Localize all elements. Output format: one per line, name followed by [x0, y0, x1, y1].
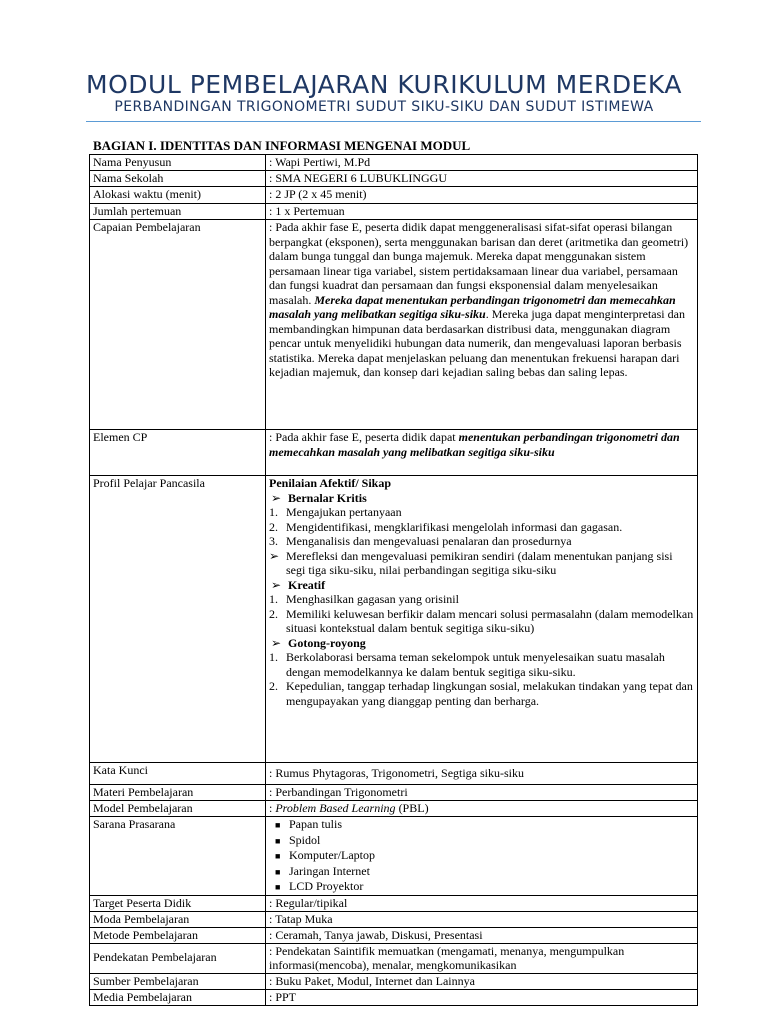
table-row	[90, 927, 698, 943]
list-item: ■ Papan tulis	[275, 817, 342, 831]
elemen-text-emphasis: menentukan perbandingan trigonometri dan memecahkan masalah yang melibatkan segitiga siku-siku	[269, 430, 680, 459]
table-row	[90, 763, 698, 785]
table-row	[90, 785, 698, 801]
group-title: ➢ Kreatif	[271, 577, 326, 592]
row-label: Nama Sekolah	[90, 171, 266, 187]
table-row	[90, 943, 698, 973]
row-value: : PPT	[266, 989, 698, 1005]
row-value: : 1 x Pertemuan	[266, 204, 698, 220]
row-value: : 2 JP (2 x 45 menit)	[266, 187, 698, 204]
row-label: Target Peserta Didik	[90, 895, 266, 911]
row-value	[266, 817, 698, 896]
row-value: : SMA NEGERI 6 LUBUKLINGGU	[266, 171, 698, 187]
row-label: Alokasi waktu (menit)	[90, 187, 266, 204]
square-bullet-icon: ■	[275, 820, 281, 830]
row-value: : Pendekatan Saintifik memuatkan (mengamati, menanya, mengumpulkan informasi(mencoba), menalar, mengkomunikasikan	[266, 943, 698, 973]
table-row	[90, 155, 698, 171]
table-row	[90, 801, 698, 817]
model-name-italic: Problem Based Learning	[275, 801, 396, 815]
row-label: Capaian Pembelajaran	[90, 220, 266, 430]
row-label: Materi Pembelajaran	[90, 785, 266, 801]
arrow-icon: ➢	[271, 490, 282, 505]
table-row	[90, 187, 698, 204]
row-label: Nama Penyusun	[90, 155, 266, 171]
group-title: ➢ Gotong-royong	[271, 635, 366, 650]
elemen-text-part1: : Pada akhir fase E, peserta didik dapat	[269, 430, 456, 444]
profile-heading: Penilaian Afektif/ Sikap	[269, 476, 392, 490]
table-row	[90, 989, 698, 1005]
row-value	[266, 430, 698, 476]
identity-table	[89, 154, 698, 1006]
row-label: Kata Kunci	[90, 763, 266, 785]
row-value: : Problem Based Learning (PBL)	[266, 801, 698, 817]
table-row	[90, 220, 698, 430]
list-item: 3. Menganalisis dan mengevaluasi penalaran dan prosedurnya	[269, 534, 572, 548]
list-item: ➢ Merefleksi dan mengevaluasi pemikiran sendiri (dalam menentukan panjang sisi segi tiga siku-siku, nilai perbandingan segitiga siku-siku	[269, 548, 673, 577]
row-label: Moda Pembelajaran	[90, 911, 266, 927]
row-label: Sarana Prasarana	[90, 817, 266, 896]
row-value: : Perbandingan Trigonometri	[266, 785, 698, 801]
list-item: ■ Komputer/Laptop	[275, 848, 375, 862]
list-item: ■ Jaringan Internet	[275, 863, 370, 878]
row-value: : Wapi Pertiwi, M.Pd	[266, 155, 698, 171]
table-row	[90, 911, 698, 927]
list-item: 1. Berkolaborasi bersama teman sekelompok untuk menyelesaikan suatu masalah dengan memodelkannya ke dalam bentuk segitiga siku-siku.	[269, 650, 665, 679]
row-label: Jumlah pertemuan	[90, 204, 266, 220]
list-item: 1. Mengajukan pertanyaan	[269, 505, 402, 519]
module-subtitle: PERBANDINGAN TRIGONOMETRI SUDUT SIKU-SIKU DAN SUDUT ISTIMEWA	[114, 99, 654, 115]
row-label: Model Pembelajaran	[90, 801, 266, 817]
list-item: 2. Kepedulian, tanggap terhadap lingkungan sosial, melakukan tindakan yang tepat dan mengupayakan yang dianggap penting dan berharga.	[269, 679, 693, 708]
row-label: Media Pembelajaran	[90, 989, 266, 1005]
header-divider	[86, 121, 701, 122]
square-bullet-icon: ■	[275, 866, 281, 877]
capaian-text-part2: . Mereka juga dapat menginterpretasi dan membandingkan himpunan data berdasarkan distribusi data, menggunakan diagram pencar untuk menyelidiki hubungan data numerik, dan mengevaluasi laporan berbasis statistika. Mereka dapat menjelaskan peluang dan menentukan frekuensi harapan dari kejadian majemuk, dan konsep dari kejadian saling bebas dan saling lepas.	[269, 307, 685, 379]
row-value: : Buku Paket, Modul, Internet dan Lainnya	[266, 973, 698, 989]
row-label: Profil Pelajar Pancasila	[90, 476, 266, 763]
row-label: Elemen CP	[90, 430, 266, 476]
table-row	[90, 973, 698, 989]
row-value: : Rumus Phytagoras, Trigonometri, Segtiga siku-siku	[266, 763, 698, 785]
section-heading: BAGIAN I. IDENTITAS DAN INFORMASI MENGENAI MODUL	[93, 138, 471, 153]
list-item: 2. Mengidentifikasi, mengklarifikasi mengelolah informasi dan gagasan.	[269, 519, 623, 534]
list-item: 2. Memiliki keluwesan berfikir dalam mencari solusi permasalahn (dalam memodelkan situasi kontekstual dalam bentuk segitiga siku-siku)	[269, 606, 694, 635]
group-title: ➢ Bernalar Kritis	[271, 490, 367, 505]
table-row	[90, 817, 698, 896]
row-label: Metode Pembelajaran	[90, 927, 266, 943]
capaian-text-part1: : Pada akhir fase E, peserta didik dapat menggeneralisasi sifat-sifat operasi bilangan berpangkat (eksponen), serta menggunakan barisan dan deret (aritmetika dan geometri) dalam bunga tunggal dan bunga majemuk. Mereka dapat menggunakan sistem persamaan linear tiga variabel, sistem pertidaksamaan linear dua variabel, persamaan dan fungsi kuadrat dan persamaan dan fungsi eksponensial dalam menyelesaikan masalah.	[269, 220, 689, 307]
table-row	[90, 895, 698, 911]
list-item: ■ Spidol	[275, 832, 321, 847]
row-value: : Regular/tipikal	[266, 895, 698, 911]
table-row	[90, 204, 698, 220]
facility-list	[269, 817, 694, 895]
square-bullet-icon: ■	[275, 882, 281, 892]
arrow-icon: ➢	[271, 635, 282, 650]
list-item: 1. Menghasilkan gagasan yang orisinil	[269, 592, 459, 606]
row-value: : Tatap Muka	[266, 911, 698, 927]
row-value	[266, 476, 698, 763]
square-bullet-icon: ■	[275, 835, 281, 846]
row-value	[266, 220, 698, 430]
table-row	[90, 171, 698, 187]
table-row	[90, 430, 698, 476]
module-title: MODUL PEMBELAJARAN KURIKULUM MERDEKA	[86, 70, 682, 99]
arrow-icon: ➢	[271, 577, 282, 592]
row-value: : Ceramah, Tanya jawab, Diskusi, Presentasi	[266, 927, 698, 943]
capaian-text-emphasis: Mereka dapat menentukan perbandingan trigonometri dan memecahkan masalah yang melibatkan segitiga siku-siku	[269, 292, 676, 321]
table-row	[90, 476, 698, 763]
row-label: Pendekatan Pembelajaran	[90, 943, 266, 973]
list-item: ■ LCD Proyektor	[275, 879, 364, 893]
row-label: Sumber Pembelajaran	[90, 973, 266, 989]
square-bullet-icon: ■	[275, 851, 281, 861]
